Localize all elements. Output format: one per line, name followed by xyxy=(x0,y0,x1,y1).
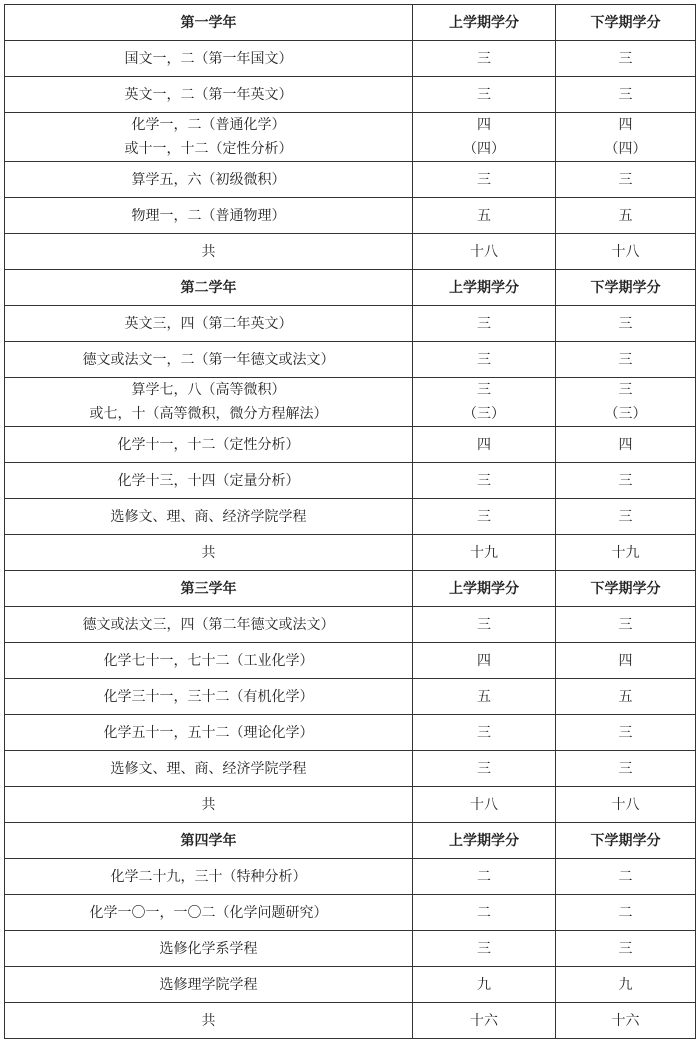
second-term-credits-text: 三 xyxy=(618,616,633,633)
course-name xyxy=(5,715,413,751)
second-term-credits-header: 下学期学分 xyxy=(556,5,696,41)
first-term-credits-header: 上学期学分 xyxy=(413,823,556,859)
first-term-credits-header: 上学期学分 xyxy=(413,5,556,41)
course-row xyxy=(5,198,696,234)
year-title: 第四学年 xyxy=(5,823,413,859)
course-row xyxy=(5,378,696,427)
year-header-row xyxy=(5,5,696,41)
course-row xyxy=(5,643,696,679)
first-term-credits xyxy=(413,499,556,535)
total-label-text: 共 xyxy=(201,796,216,813)
course-row xyxy=(5,41,696,77)
course-name xyxy=(5,607,413,643)
course-name-text: 化学十一，十二（定性分析） xyxy=(117,436,300,453)
course-name-text: 选修化学系学程 xyxy=(159,940,258,957)
course-name-text: 或十一，十二（定性分析） xyxy=(124,141,293,157)
second-term-credits-text: 三 xyxy=(618,940,633,957)
second-term-credits-text: 五 xyxy=(618,688,633,705)
second-term-credits xyxy=(556,787,696,823)
course-row xyxy=(5,931,696,967)
course-row xyxy=(5,77,696,113)
course-name-text: 算学五，六（初级微积） xyxy=(131,171,286,188)
course-name xyxy=(5,679,413,715)
course-row xyxy=(5,715,696,751)
first-term-credits-text: 二 xyxy=(477,904,491,921)
first-term-credits-text: （三） xyxy=(463,406,505,422)
course-name xyxy=(5,306,413,342)
year-header-row xyxy=(5,571,696,607)
second-term-credits-text: 二 xyxy=(618,868,633,885)
second-term-credits-header: 下学期学分 xyxy=(556,571,696,607)
second-term-credits xyxy=(556,895,696,931)
second-term-credits-text: 三 xyxy=(618,171,633,188)
second-term-credits xyxy=(556,931,696,967)
first-term-credits-header: 上学期学分 xyxy=(413,270,556,306)
course-name-text: 化学七十一，七十二（工业化学） xyxy=(103,652,314,669)
first-term-credits xyxy=(413,859,556,895)
second-term-credits-text: （四） xyxy=(604,141,647,157)
course-row xyxy=(5,162,696,198)
first-term-credits-text: 四 xyxy=(477,652,491,669)
second-term-credits xyxy=(556,967,696,1003)
first-term-credits-text: 三 xyxy=(477,86,491,103)
course-name-text: 选修理学院学程 xyxy=(159,976,258,993)
first-term-credits-text: 五 xyxy=(477,688,491,705)
first-term-credits xyxy=(413,113,556,162)
second-term-credits xyxy=(556,77,696,113)
course-row xyxy=(5,895,696,931)
second-term-credits-text: 三 xyxy=(618,315,633,332)
course-name xyxy=(5,463,413,499)
course-name-text: 选修文、理、商、经济学院学程 xyxy=(110,508,307,525)
second-term-credits-header: 下学期学分 xyxy=(556,270,696,306)
first-term-credits-text: 三 xyxy=(477,940,491,957)
second-term-credits xyxy=(556,715,696,751)
second-term-credits-text: 十九 xyxy=(611,544,640,561)
second-term-credits xyxy=(556,427,696,463)
second-term-credits-text: 四 xyxy=(618,436,633,453)
second-term-credits-text: 三 xyxy=(618,508,633,525)
course-name xyxy=(5,895,413,931)
course-name-text: 德文或法文三，四（第二年德文或法文） xyxy=(82,616,335,633)
first-term-credits-text: 三 xyxy=(477,472,491,489)
first-term-credits xyxy=(413,378,556,427)
first-term-credits xyxy=(413,162,556,198)
course-name-text: 德文或法文一，二（第一年德文或法文） xyxy=(82,351,335,368)
first-term-credits xyxy=(413,967,556,1003)
first-term-credits-text: 三 xyxy=(477,171,491,188)
total-label-text: 共 xyxy=(201,544,216,561)
first-term-credits xyxy=(413,463,556,499)
second-term-credits-text: （三） xyxy=(604,406,647,422)
first-term-credits-text: 十八 xyxy=(470,243,498,260)
first-term-credits-text: 三 xyxy=(477,315,491,332)
course-name-text: 英文一，二（第一年英文） xyxy=(124,86,293,103)
total-row xyxy=(5,1003,696,1039)
course-name-text: 物理一，二（普通物理） xyxy=(131,207,286,224)
second-term-credits-text: 五 xyxy=(618,207,633,224)
second-term-credits-text: 三 xyxy=(618,382,633,398)
first-term-credits xyxy=(413,787,556,823)
course-row xyxy=(5,342,696,378)
second-term-credits-text: 九 xyxy=(618,976,633,993)
first-term-credits xyxy=(413,931,556,967)
course-name xyxy=(5,643,413,679)
second-term-credits-text: 三 xyxy=(618,351,633,368)
course-name xyxy=(5,77,413,113)
year-title: 第三学年 xyxy=(5,571,413,607)
second-term-credits xyxy=(556,859,696,895)
second-term-credits xyxy=(556,643,696,679)
course-name xyxy=(5,41,413,77)
first-term-credits xyxy=(413,895,556,931)
second-term-credits xyxy=(556,499,696,535)
course-row xyxy=(5,113,696,162)
first-term-credits xyxy=(413,234,556,270)
first-term-credits-text: 十九 xyxy=(470,544,498,561)
second-term-credits xyxy=(556,535,696,571)
total-label-text: 共 xyxy=(201,1012,216,1029)
first-term-credits-header: 上学期学分 xyxy=(413,571,556,607)
first-term-credits-text: 三 xyxy=(477,50,491,67)
course-name-text: 化学一〇一，一〇二（化学问题研究） xyxy=(89,904,328,921)
course-name xyxy=(5,162,413,198)
second-term-credits-text: 十八 xyxy=(611,243,640,260)
first-term-credits-text: 九 xyxy=(477,976,491,993)
second-term-credits xyxy=(556,378,696,427)
course-name-text: 化学一，二（普通化学） xyxy=(131,117,286,133)
second-term-credits xyxy=(556,751,696,787)
course-row xyxy=(5,499,696,535)
course-name xyxy=(5,967,413,1003)
course-name xyxy=(5,198,413,234)
first-term-credits xyxy=(413,607,556,643)
course-name-text: 国文一，二（第一年国文） xyxy=(124,50,293,67)
year-title: 第二学年 xyxy=(5,270,413,306)
first-term-credits xyxy=(413,751,556,787)
second-term-credits xyxy=(556,162,696,198)
first-term-credits xyxy=(413,342,556,378)
total-row xyxy=(5,234,696,270)
first-term-credits-text: 四 xyxy=(477,117,491,133)
first-term-credits xyxy=(413,679,556,715)
second-term-credits xyxy=(556,463,696,499)
first-term-credits-text: 二 xyxy=(477,868,491,885)
course-name xyxy=(5,751,413,787)
first-term-credits-text: 三 xyxy=(477,351,491,368)
second-term-credits xyxy=(556,607,696,643)
curriculum-table xyxy=(4,4,696,1039)
course-name xyxy=(5,342,413,378)
course-name-text: 化学五十一，五十二（理论化学） xyxy=(103,724,314,741)
second-term-credits-text: 十八 xyxy=(611,796,640,813)
course-name-text: 化学二十九，三十（特种分析） xyxy=(110,868,307,885)
course-row xyxy=(5,463,696,499)
course-name-text: 英文三，四（第二年英文） xyxy=(124,315,293,332)
second-term-credits-text: 二 xyxy=(618,904,633,921)
first-term-credits xyxy=(413,643,556,679)
second-term-credits xyxy=(556,1003,696,1039)
first-term-credits xyxy=(413,427,556,463)
second-term-credits-text: 三 xyxy=(618,472,633,489)
first-term-credits-text: 三 xyxy=(477,616,491,633)
first-term-credits-text: 三 xyxy=(477,508,491,525)
total-label xyxy=(5,1003,413,1039)
total-label xyxy=(5,787,413,823)
first-term-credits-text: 十六 xyxy=(470,1012,498,1029)
first-term-credits-text: 四 xyxy=(477,436,491,453)
total-label-text: 共 xyxy=(201,243,216,260)
second-term-credits xyxy=(556,198,696,234)
course-name-text: 算学七，八（高等微积） xyxy=(131,382,286,398)
total-label xyxy=(5,535,413,571)
second-term-credits xyxy=(556,234,696,270)
first-term-credits-text: 三 xyxy=(477,724,491,741)
course-row xyxy=(5,967,696,1003)
course-row xyxy=(5,607,696,643)
course-name-text: 化学三十一，三十二（有机化学） xyxy=(103,688,314,705)
second-term-credits xyxy=(556,41,696,77)
first-term-credits-text: （四） xyxy=(463,141,505,157)
second-term-credits-header: 下学期学分 xyxy=(556,823,696,859)
course-row xyxy=(5,306,696,342)
curriculum-table-body xyxy=(5,5,696,1039)
course-row xyxy=(5,427,696,463)
first-term-credits-text: 十八 xyxy=(470,796,498,813)
first-term-credits xyxy=(413,198,556,234)
second-term-credits-text: 四 xyxy=(618,652,633,669)
year-title: 第一学年 xyxy=(5,5,413,41)
course-row xyxy=(5,751,696,787)
course-name-text: 选修文、理、商、经济学院学程 xyxy=(110,760,307,777)
course-name xyxy=(5,427,413,463)
course-name xyxy=(5,499,413,535)
second-term-credits-text: 三 xyxy=(618,86,633,103)
first-term-credits xyxy=(413,41,556,77)
first-term-credits xyxy=(413,1003,556,1039)
second-term-credits xyxy=(556,342,696,378)
second-term-credits xyxy=(556,679,696,715)
second-term-credits xyxy=(556,113,696,162)
second-term-credits-text: 三 xyxy=(618,50,633,67)
second-term-credits-text: 四 xyxy=(618,117,633,133)
course-row xyxy=(5,679,696,715)
second-term-credits-text: 十六 xyxy=(611,1012,640,1029)
first-term-credits-text: 三 xyxy=(477,760,491,777)
first-term-credits-text: 五 xyxy=(477,207,491,224)
total-row xyxy=(5,535,696,571)
first-term-credits xyxy=(413,715,556,751)
second-term-credits xyxy=(556,306,696,342)
first-term-credits xyxy=(413,306,556,342)
first-term-credits xyxy=(413,77,556,113)
course-name xyxy=(5,931,413,967)
second-term-credits-text: 三 xyxy=(618,760,633,777)
year-header-row xyxy=(5,270,696,306)
first-term-credits-text: 三 xyxy=(477,382,491,398)
course-name xyxy=(5,113,413,162)
first-term-credits xyxy=(413,535,556,571)
course-name xyxy=(5,859,413,895)
total-row xyxy=(5,787,696,823)
total-label xyxy=(5,234,413,270)
second-term-credits-text: 三 xyxy=(618,724,633,741)
course-row xyxy=(5,859,696,895)
course-name xyxy=(5,378,413,427)
course-name-text: 化学十三，十四（定量分析） xyxy=(117,472,300,489)
course-name-text: 或七，十（高等微积，微分方程解法） xyxy=(89,406,328,422)
year-header-row xyxy=(5,823,696,859)
